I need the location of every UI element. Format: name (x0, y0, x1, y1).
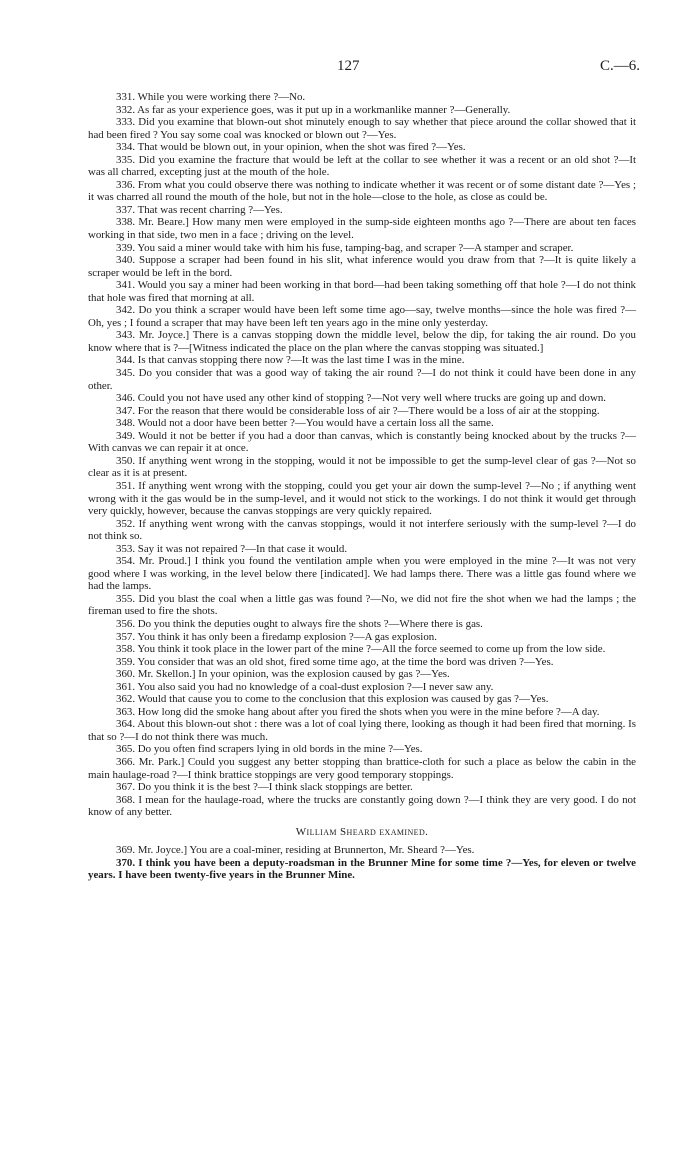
question-332: 332. As far as your experience goes, was it put up in a workmanlike manner ?—Generally. (116, 103, 511, 116)
section-reference: C.—6. (599, 58, 640, 74)
question-352: 352. If anything went wrong with the canvas stoppings, would it not interfere seriously with the sump-level ?—I do not think so. (88, 517, 636, 543)
question-363: 363. How long did the smoke hang about after you fired the shots when you were in the mine before ?—A day. (116, 705, 600, 718)
question-347: 347. For the reason that there would be considerable loss of air ?—There would be a loss of air at the stopping. (116, 404, 600, 417)
question-366: 366. Mr. Park.] Could you suggest any better stopping than brattice-cloth for such a place as below the cabin in the main haulage-road ?—I think brattice stoppings are very good temporary stoppings. (88, 755, 636, 781)
witness-heading: William Sheard examined. (295, 825, 429, 838)
question-336: 336. From what you could observe there was nothing to indicate whether it was recent or of some distant date ?—Yes ; it was charred all round the mouth of the hole, but not in the hole—close to the hole, as close as could be. (88, 178, 636, 204)
question-350: 350. If anything went wrong in the stopping, would it not be impossible to get the sump-level clear of gas ?—Not so clear as it is at present. (88, 454, 636, 480)
question-353: 353. Say it was not repaired ?—In that case it would. (116, 542, 348, 555)
question-360: 360. Mr. Skellon.] In your opinion, was the explosion caused by gas ?—Yes. (116, 668, 450, 681)
question-361: 361. You also said you had no knowledge of a coal-dust explosion ?—I never saw any. (116, 680, 494, 693)
question-338: 338. Mr. Beare.] How many men were employed in the sump-side eighteen months ago ?—There are about ten faces working in that side, two men in a face ; driving on the level. (88, 216, 636, 242)
question-362: 362. Would that cause you to come to the conclusion that this explosion was caused by gas ?—Yes. (116, 693, 549, 706)
question-365: 365. Do you often find scrapers lying in old bords in the mine ?—Yes. (116, 743, 423, 756)
question-354: 354. Mr. Proud.] I think you found the ventilation ample when you were employed in the mine ?—It was not very good where I was working, in the level below there [indicated]. We had lamps there. There was a little gas found where we had the lamps. (88, 555, 636, 593)
question-359: 359. You consider that was an old shot, fired some time ago, at the time the bord was driven ?—Yes. (116, 655, 554, 668)
question-344: 344. Is that canvas stopping there now ?—It was the last time I was in the mine. (116, 354, 465, 367)
question-342: 342. Do you think a scraper would have been left some time ago—say, twelve months—since the hole was fired ?—Oh, yes ; I found a scraper that may have been left ten years ago in the mine only yesterday. (88, 304, 636, 329)
question-341: 341. Would you say a miner had been working in that bord—had been taking something off that hole ?—I do not think that hole was fired that morning at all. (88, 279, 636, 304)
question-346: 346. Could you not have used any other kind of stopping ?—Not very well where trucks are going up and down. (116, 392, 606, 405)
page-number: 127 (337, 58, 360, 74)
question-345: 345. Do you consider that was a good way of taking the air round ?—I do not think it could have been done in any other. (88, 367, 636, 392)
question-367: 367. Do you think it is the best ?—I think slack stoppings are better. (116, 781, 413, 794)
question-349: 349. Would it not be better if you had a door than canvas, which is constantly being knocked about by the trucks ?—With canvas we can repair it at once. (88, 429, 636, 455)
question-348: 348. Would not a door have been better ?—You would have a certain loss all the same. (116, 417, 494, 430)
question-343: 343. Mr. Joyce.] There is a canvas stopping down the middle level, below the dip, for taking the air round. Do you know where that is ?—[Witness indicated the place on the plan where the canvas stopping was situated.] (88, 329, 636, 354)
question-358: 358. You think it took place in the lower part of the mine ?—All the force seemed to come up from the low side. (116, 643, 606, 656)
question-337: 337. That was recent charring ?—Yes. (116, 203, 283, 216)
question-340: 340. Suppose a scraper had been found in his slit, what inference would you draw from that ?—It is quite likely a scraper would be left in the bord. (88, 254, 636, 279)
question-356: 356. Do you think the deputies ought to always fire the shots ?—Where there is gas. (116, 617, 483, 630)
question-357: 357. You think it has only been a firedamp explosion ?—A gas explosion. (116, 630, 437, 643)
question-351: 351. If anything went wrong with the stopping, could you get your air down the sump-level ?—No ; if anything went wrong with it the gas would be in the sump-level, and it would not stick to the workings. I do not think it would get through very quickly, however, because the canvas stoppings are very quickly repaired. (88, 479, 636, 518)
question-370: 370. I think you have been a deputy-roadsman in the Brunner Mine for some time ?—Yes, for eleven or twelve years. I have been twenty-five years in the Brunner Mine. (88, 856, 636, 882)
question-339: 339. You said a miner would take with him his fuse, tamping-bag, and scraper ?—A stamper and scraper. (116, 241, 574, 254)
question-335: 335. Did you examine the fracture that would be left at the collar to see whether it was a recent or an old shot ?—It was all charred, excepting just at the mouth of the hole. (88, 153, 636, 179)
question-334: 334. That would be blown out, in your opinion, when the shot was fired ?—Yes. (116, 141, 466, 154)
question-355: 355. Did you blast the coal when a little gas was found ?—No, we did not fire the shot when we had the lamps ; the fireman used to fire the shots. (88, 592, 636, 618)
question-369: 369. Mr. Joyce.] You are a coal-miner, residing at Brunnerton, Mr. Sheard ?—Yes. (116, 844, 475, 857)
question-333: 333. Did you examine that blown-out shot minutely enough to say whether that piece around the collar showed that it had been fired ? You say some coal was knocked or blown out ?—Yes. (88, 116, 636, 141)
page-header (0, 58, 700, 78)
testimony-body (88, 91, 636, 882)
question-364: 364. About this blown-out shot : there was a lot of coal lying there, looking as though it had been fired that morning. Is that so ?—I do not think there was much. (88, 718, 636, 743)
question-368: 368. I mean for the haulage-road, where the trucks are constantly going down ?—I think they are very good. I do not know of any better. (88, 793, 636, 819)
question-331: 331. While you were working there ?—No. (116, 91, 306, 103)
